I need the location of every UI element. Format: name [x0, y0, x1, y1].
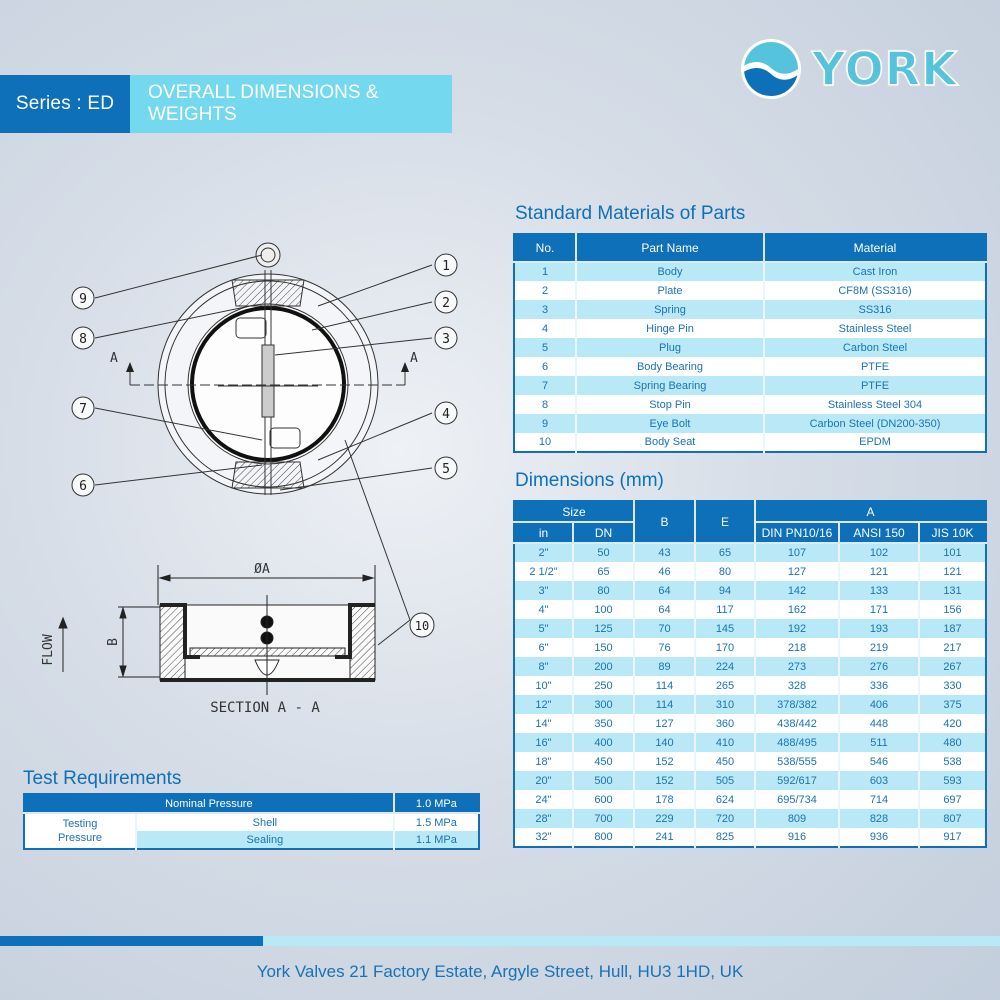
dim-a-din: 273: [755, 657, 839, 676]
testing-label-line2: Pressure: [57, 832, 103, 844]
section-caption: SECTION A - A: [210, 700, 320, 716]
dim-a-din: 488/495: [755, 733, 839, 752]
dim-a-din: 162: [755, 600, 839, 619]
dim-b: 152: [634, 752, 695, 771]
callout-3: 3: [442, 332, 450, 347]
callout-8: 8: [79, 332, 87, 347]
size-dn: 500: [573, 771, 634, 790]
col-dn: DN: [573, 522, 634, 543]
dim-a-jis: 267: [919, 657, 986, 676]
dim-a-din: 378/382: [755, 695, 839, 714]
dim-e: 505: [695, 771, 755, 790]
part-no: 1: [514, 262, 576, 281]
footer-bar-dark: [0, 936, 263, 946]
part-material: Cast Iron: [764, 262, 986, 281]
size-dn: 250: [573, 676, 634, 695]
dim-b: 46: [634, 562, 695, 581]
dimension-diameter-label: ØA: [254, 562, 270, 577]
callout-10: 10: [414, 619, 430, 633]
size-in: 2": [514, 543, 573, 562]
dim-a-jis: 538: [919, 752, 986, 771]
footer-bar-light: [263, 936, 1000, 946]
materials-table: [513, 233, 987, 453]
part-no: 4: [514, 319, 576, 338]
part-name: Body: [576, 262, 764, 281]
size-dn: 400: [573, 733, 634, 752]
dim-a-jis: 217: [919, 638, 986, 657]
valve-drawing: [0, 180, 500, 740]
nominal-pressure-value: 1.0 MPa: [394, 794, 479, 813]
part-no: 6: [514, 357, 576, 376]
dim-b: 152: [634, 771, 695, 790]
dim-a-ansi: 133: [839, 581, 919, 600]
dim-a-jis: 131: [919, 581, 986, 600]
dim-a-ansi: 171: [839, 600, 919, 619]
materials-row: [514, 338, 986, 357]
size-dn: 450: [573, 752, 634, 771]
dim-a-jis: 187: [919, 619, 986, 638]
dim-b: 178: [634, 790, 695, 809]
dim-b: 127: [634, 714, 695, 733]
size-dn: 80: [573, 581, 634, 600]
col-no: No.: [514, 234, 576, 262]
york-logo: [740, 38, 958, 100]
test-requirements-table: [23, 793, 480, 850]
part-material: Stainless Steel: [764, 319, 986, 338]
materials-row: [514, 395, 986, 414]
dim-a-ansi: 193: [839, 619, 919, 638]
sealing-value: 1.1 MPa: [394, 831, 479, 849]
dimensions-row: [514, 600, 986, 619]
dim-e: 94: [695, 581, 755, 600]
header-band: [0, 75, 452, 133]
dim-e: 410: [695, 733, 755, 752]
dim-b: 43: [634, 543, 695, 562]
part-name: Plate: [576, 281, 764, 300]
size-dn: 800: [573, 828, 634, 847]
dim-b: 76: [634, 638, 695, 657]
materials-row: [514, 376, 986, 395]
dim-b: 64: [634, 581, 695, 600]
shell-label: Shell: [136, 813, 394, 831]
part-no: 3: [514, 300, 576, 319]
size-in: 16": [514, 733, 573, 752]
part-material: Carbon Steel (DN200-350): [764, 414, 986, 433]
size-in: 28": [514, 809, 573, 828]
col-size: Size: [514, 501, 634, 522]
part-material: Stainless Steel 304: [764, 395, 986, 414]
dim-a-din: 192: [755, 619, 839, 638]
dim-b: 114: [634, 695, 695, 714]
dim-a-ansi: 121: [839, 562, 919, 581]
callout-2: 2: [442, 296, 450, 311]
col-e: E: [695, 501, 755, 543]
part-material: SS316: [764, 300, 986, 319]
part-no: 9: [514, 414, 576, 433]
dim-a-din: 916: [755, 828, 839, 847]
dimensions-row: [514, 771, 986, 790]
dim-b: 89: [634, 657, 695, 676]
size-in: 2 1/2": [514, 562, 573, 581]
dim-a-din: 695/734: [755, 790, 839, 809]
dim-b: 229: [634, 809, 695, 828]
callout-9: 9: [79, 292, 87, 307]
dim-a-ansi: 936: [839, 828, 919, 847]
materials-row: [514, 433, 986, 452]
materials-row: [514, 319, 986, 338]
part-material: EPDM: [764, 433, 986, 452]
nominal-pressure-label: Nominal Pressure: [24, 794, 394, 813]
size-dn: 50: [573, 543, 634, 562]
part-no: 8: [514, 395, 576, 414]
dimensions-row: [514, 714, 986, 733]
dim-a-ansi: 336: [839, 676, 919, 695]
dim-e: 145: [695, 619, 755, 638]
dim-a-jis: 480: [919, 733, 986, 752]
part-no: 2: [514, 281, 576, 300]
part-name: Body Seat: [576, 433, 764, 452]
size-dn: 125: [573, 619, 634, 638]
dim-a-din: 142: [755, 581, 839, 600]
part-name: Hinge Pin: [576, 319, 764, 338]
wave-circle-icon: [740, 38, 802, 100]
materials-title: Standard Materials of Parts: [515, 203, 746, 224]
dim-a-ansi: 603: [839, 771, 919, 790]
dimensions-row: [514, 638, 986, 657]
size-in: 14": [514, 714, 573, 733]
size-in: 18": [514, 752, 573, 771]
dim-e: 265: [695, 676, 755, 695]
dimensions-row: [514, 581, 986, 600]
dim-a-jis: 697: [919, 790, 986, 809]
dim-a-din: 438/442: [755, 714, 839, 733]
callout-7: 7: [79, 402, 87, 417]
dim-a-ansi: 219: [839, 638, 919, 657]
materials-row: [514, 262, 986, 281]
size-in: 4": [514, 600, 573, 619]
dim-e: 65: [695, 543, 755, 562]
part-name: Spring Bearing: [576, 376, 764, 395]
dim-a-jis: 375: [919, 695, 986, 714]
section-marker-right: A: [410, 351, 418, 366]
dim-a-din: 592/617: [755, 771, 839, 790]
part-material: PTFE: [764, 357, 986, 376]
size-dn: 65: [573, 562, 634, 581]
dim-a-ansi: 828: [839, 809, 919, 828]
part-name: Stop Pin: [576, 395, 764, 414]
dimensions-title: Dimensions (mm): [515, 470, 664, 491]
part-name: Body Bearing: [576, 357, 764, 376]
dim-a-jis: 101: [919, 543, 986, 562]
part-material: CF8M (SS316): [764, 281, 986, 300]
dim-e: 117: [695, 600, 755, 619]
dim-e: 360: [695, 714, 755, 733]
size-in: 20": [514, 771, 573, 790]
part-no: 7: [514, 376, 576, 395]
dimensions-row: [514, 657, 986, 676]
sealing-label: Sealing: [136, 831, 394, 849]
part-material: Carbon Steel: [764, 338, 986, 357]
dim-b: 70: [634, 619, 695, 638]
col-a: A: [755, 501, 986, 522]
dim-a-jis: 121: [919, 562, 986, 581]
col-in: in: [514, 522, 573, 543]
part-no: 5: [514, 338, 576, 357]
dim-e: 450: [695, 752, 755, 771]
part-no: 10: [514, 433, 576, 452]
dim-a-jis: 420: [919, 714, 986, 733]
dimension-height-label: B: [106, 638, 121, 646]
size-dn: 200: [573, 657, 634, 676]
testing-label-line1: Testing: [62, 818, 98, 830]
dim-b: 241: [634, 828, 695, 847]
size-in: 10": [514, 676, 573, 695]
size-in: 8": [514, 657, 573, 676]
dim-a-ansi: 511: [839, 733, 919, 752]
dimensions-row: [514, 828, 986, 847]
dim-e: 224: [695, 657, 755, 676]
dim-e: 310: [695, 695, 755, 714]
dim-a-ansi: 714: [839, 790, 919, 809]
callout-6: 6: [79, 479, 87, 494]
col-part-name: Part Name: [576, 234, 764, 262]
dim-a-din: 538/555: [755, 752, 839, 771]
size-in: 6": [514, 638, 573, 657]
size-in: 32": [514, 828, 573, 847]
dimensions-row: [514, 543, 986, 562]
col-jis: JIS 10K: [919, 522, 986, 543]
col-b: B: [634, 501, 695, 543]
dim-a-din: 218: [755, 638, 839, 657]
dimensions-row: [514, 562, 986, 581]
testing-pressure-label: [24, 813, 136, 849]
dimensions-row: [514, 752, 986, 771]
dimensions-row: [514, 676, 986, 695]
size-in: 3": [514, 581, 573, 600]
dim-a-ansi: 276: [839, 657, 919, 676]
shell-value: 1.5 MPa: [394, 813, 479, 831]
flow-label: FLOW: [41, 634, 56, 666]
dim-a-jis: 330: [919, 676, 986, 695]
materials-row: [514, 414, 986, 433]
dimensions-row: [514, 790, 986, 809]
part-name: Spring: [576, 300, 764, 319]
materials-row: [514, 357, 986, 376]
dim-a-din: 328: [755, 676, 839, 695]
size-in: 24": [514, 790, 573, 809]
dim-a-din: 127: [755, 562, 839, 581]
part-material: PTFE: [764, 376, 986, 395]
dim-e: 720: [695, 809, 755, 828]
dim-a-din: 107: [755, 543, 839, 562]
dim-a-jis: 593: [919, 771, 986, 790]
size-dn: 700: [573, 809, 634, 828]
dim-a-jis: 917: [919, 828, 986, 847]
dimensions-row: [514, 733, 986, 752]
col-ansi: ANSI 150: [839, 522, 919, 543]
dim-a-ansi: 448: [839, 714, 919, 733]
dim-a-jis: 807: [919, 809, 986, 828]
size-dn: 100: [573, 600, 634, 619]
dim-a-din: 809: [755, 809, 839, 828]
logo-text: YORK: [812, 42, 958, 96]
col-material: Material: [764, 234, 986, 262]
col-din: DIN PN10/16: [755, 522, 839, 543]
dim-a-ansi: 102: [839, 543, 919, 562]
footer-bar: [0, 936, 1000, 946]
dim-b: 140: [634, 733, 695, 752]
dim-e: 170: [695, 638, 755, 657]
materials-row: [514, 300, 986, 319]
callout-1: 1: [442, 259, 450, 274]
test-title: Test Requirements: [23, 768, 182, 789]
dimensions-row: [514, 695, 986, 714]
callout-5: 5: [442, 462, 450, 477]
dim-a-ansi: 406: [839, 695, 919, 714]
part-name: Eye Bolt: [576, 414, 764, 433]
size-in: 5": [514, 619, 573, 638]
callout-4: 4: [442, 407, 450, 422]
dim-a-jis: 156: [919, 600, 986, 619]
section-label: OVERALL DIMENSIONS & WEIGHTS: [130, 75, 452, 133]
section-marker-left: A: [110, 351, 118, 366]
materials-row: [514, 281, 986, 300]
dim-b: 64: [634, 600, 695, 619]
size-dn: 350: [573, 714, 634, 733]
size-dn: 150: [573, 638, 634, 657]
dimensions-row: [514, 619, 986, 638]
dimensions-row: [514, 809, 986, 828]
dim-e: 624: [695, 790, 755, 809]
footer-address: York Valves 21 Factory Estate, Argyle Street, Hull, HU3 1HD, UK: [256, 962, 744, 981]
dimensions-table: [513, 500, 987, 848]
dim-e: 80: [695, 562, 755, 581]
dim-b: 114: [634, 676, 695, 695]
dim-a-ansi: 546: [839, 752, 919, 771]
dim-e: 825: [695, 828, 755, 847]
part-name: Plug: [576, 338, 764, 357]
size-dn: 300: [573, 695, 634, 714]
size-in: 12": [514, 695, 573, 714]
size-dn: 600: [573, 790, 634, 809]
series-label: Series : ED: [0, 75, 130, 133]
